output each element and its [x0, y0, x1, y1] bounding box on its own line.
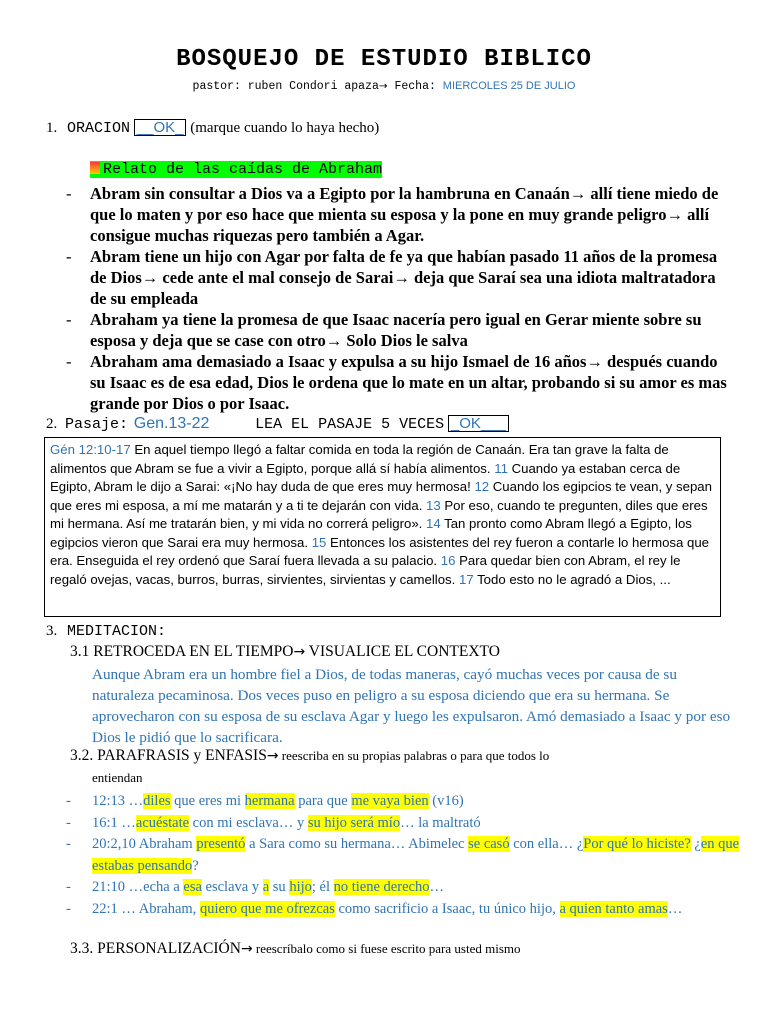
list-item: - Abram sin consultar a Dios va a Egipto por la hambruna en Canaán→ allí tiene miedo de que lo maten y por eso hace que mienta su esposa y la pone en muy grande peligro→ allí consigue muchas riquezas pero también a Agar. — [66, 184, 719, 245]
verse-text: Todo esto no le agradó a Dios, ... — [473, 571, 671, 587]
parafrasis-items — [66, 791, 746, 920]
pasaje-instruction: LEA EL PASAJE 5 VECES — [255, 416, 445, 433]
fire-icon — [90, 162, 100, 174]
verse-number: 12 — [474, 479, 490, 494]
list-item: - 21:10 …echa a esa esclava y a su hijo; él no tiene derecho… — [66, 879, 444, 895]
relato-title-highlight — [90, 161, 382, 178]
personalizacion-heading-text: 3.3. PERSONALIZACIÓN — [70, 940, 241, 957]
list-item: - 20:2,10 Abraham presentó a Sara como su hermana… Abimelec se casó con ella… ¿Por qué lo hiciste? ¿en que estabas pensando? — [66, 836, 740, 874]
retroceda-heading-a: 3.1 RETROCEDA EN EL TIEMPO — [70, 643, 294, 660]
verse-text: En aquel tiempo llegó a faltar comida en toda la región de Canaán. Era tan grave la falta de alimentos que Abram se fue a vivir a Egipto, porque allá sí había alimentos. — [50, 442, 669, 476]
list-item: - 22:1 … Abraham, quiero que me ofrezcas como sacrificio a Isaac, tu único hijo, a quien tanto amas… — [66, 900, 683, 917]
par-item-content: 16:1 …acuéstate con mi esclava… y su hijo será mío… la maltrató — [92, 814, 481, 831]
personalizacion-note: reescríbalo como si fuese escrito para usted mismo — [252, 941, 521, 956]
verse — [459, 572, 671, 587]
verse-number: Gén 12:10-17 — [50, 442, 131, 457]
oracion-label: ORACION — [67, 120, 131, 137]
par-item-content: 12:13 …diles que eres mi hermana para que me vaya bien (v16) — [92, 793, 464, 809]
list-item: - Abraham ya tiene la promesa de que Isaac nacería pero igual en Gerar miente sobre su esposa y deja que se case con otro→ Solo Dios le salva — [66, 310, 702, 350]
parafrasis-note: reescriba en su propias palabras o para que todos lo — [278, 748, 550, 763]
par-item-content: 21:10 …echa a esa esclava y a su hijo; él no tiene derecho… — [92, 879, 444, 895]
parafrasis-note-continued: entiendan — [92, 770, 143, 785]
verse-text: Entonces los asistentes del rey fueron a contarle lo hermosa que era. Enseguida el rey ordenó que Saraí fuera llevada a su palacio. — [50, 534, 710, 568]
retroceda-heading-b: VISUALICE EL CONTEXTO — [305, 643, 500, 660]
bullet-text: Abraham ya tiene la promesa de que Isaac nacería pero igual en Gerar miente sobre su esposa y deja que se case con otro→ Solo Dios le salva — [90, 310, 702, 350]
section-number: 1. — [46, 120, 58, 136]
pasaje-line — [46, 415, 509, 433]
parafrasis-heading — [70, 747, 549, 765]
arrow-icon: → — [378, 80, 388, 92]
list-item: - Abraham ama demasiado a Isaac y expulsa a su hijo Ismael de 16 años→ después cuando su Isaac es de esa edad, Dios le ordena que lo mate en un altar, probando si su amor es mas grande por Dios o por Isaac. — [66, 352, 727, 413]
verse-text: Por eso, cuando te pregunten, diles que eres mi hermana. Así me tratarán bien, y mi vida no correrá peligro». — [50, 497, 708, 531]
oracion-note: (marque cuando lo haya hecho) — [190, 120, 380, 136]
verse-number: 17 — [458, 571, 474, 587]
verse-number: 15 — [311, 534, 327, 550]
list-item: - 12:13 …diles que eres mi hermana para que me vaya bien (v16) — [66, 793, 464, 809]
date-value: MIERCOLES 25 DE JULIO — [442, 80, 576, 92]
fecha-label: Fecha: — [387, 80, 443, 93]
verse-number: 14 — [426, 516, 441, 531]
subtitle — [0, 80, 768, 93]
pasaje-reference: Gen.13-22 — [133, 415, 210, 432]
relato-bullets — [66, 183, 736, 414]
bullet-text: Abram tiene un hijo con Agar por falta de fe ya que habían pasado 11 años de la promesa de Dios→ cede ante el mal consejo de Sarai→ deja que Saraí sea una idiota maltratadora de su empleada — [90, 247, 718, 308]
bullet-text: Abraham ama demasiado a Isaac y expulsa a su hijo Ismael de 16 años→ después cuando su Isaac es de esa edad, Dios le ordena que lo mate en un altar, probando si su amor es mas grande por Dios o por Isaac. — [90, 352, 727, 413]
personalizacion-heading — [70, 940, 520, 958]
verse-text: Cuando ya estaban cerca de Egipto, Abram le dijo a Sarai: «¡No hay duda de que eres muy hermosa! — [50, 460, 681, 494]
verse-text: Cuando los egipcios te vean, y sepan que eres mi esposa, a mí me matarán y a ti te dejarán con vida. — [50, 479, 712, 513]
pasaje-label: Pasaje: — [65, 416, 129, 433]
parafrasis-heading-text: 3.2. PARAFRASIS y ENFASIS — [70, 747, 267, 764]
list-item: - 16:1 …acuéstate con mi esclava… y su hijo será mío… la maltrató — [66, 814, 481, 831]
meditacion-label: MEDITACION: — [67, 623, 167, 640]
pasaje-ok-checkbox[interactable]: _OK___ — [448, 415, 509, 432]
oracion-line — [46, 119, 379, 137]
verse-number: 13 — [426, 497, 441, 513]
arrow-icon: → — [240, 941, 253, 957]
par-item-content: 22:1 … Abraham, quiero que me ofrezcas como sacrificio a Isaac, tu único hijo, a quien tanto amas… — [92, 900, 683, 917]
arrow-icon: → — [266, 748, 279, 764]
pastor-name: pastor: ruben Condori apaza — [192, 80, 379, 93]
verse-text: Para quedar bien con Abram, el rey le regaló ovejas, vacas, burros, burras, sirvientes, sirvientas y camellos. — [50, 553, 681, 587]
section-number: 3. — [46, 623, 58, 639]
page-title: BOSQUEJO DE ESTUDIO BIBLICO — [176, 46, 592, 73]
section-number: 2. — [46, 416, 58, 432]
relato-heading — [90, 161, 382, 178]
verse-number: 16 — [440, 553, 456, 568]
list-item: - Abram tiene un hijo con Agar por falta de fe ya que habían pasado 11 años de la promesa de Dios→ cede ante el mal consejo de Sarai→ deja que Saraí sea una idiota maltratadora de su empleada — [66, 247, 718, 308]
passage-text-box — [44, 437, 721, 617]
context-text: Aunque Abram era un hombre fiel a Dios, de todas maneras, cayó muchas veces por causa de su naturaleza pecaminosa. Dos veces puso en peligro a su esposa diciendo que era su hermana. Se aprovecharon con su esposa de su esclava Agar y luego les expulsaron. Amó demasiado a Isaac y por eso Dios le pidió que lo sacrificara. — [92, 666, 731, 746]
arrow-icon: → — [293, 644, 306, 660]
bullet-text: Abram sin consultar a Dios va a Egipto por la hambruna en Canaán→ allí tiene miedo de que lo maten y por eso hace que mienta su esposa y la pone en muy grande peligro→ allí consigue muchas riquezas pero también a Agar. — [90, 184, 719, 245]
verse-number: 11 — [494, 460, 508, 476]
verse-text: Tan pronto como Abram llegó a Egipto, los egipcios vieron que Sarai era muy hermosa. — [50, 516, 692, 550]
meditacion-line — [46, 623, 166, 640]
oracion-ok-checkbox[interactable]: __OK_ — [134, 119, 187, 136]
relato-title: Relato de las caídas de Abraham — [103, 161, 383, 178]
retroceda-heading — [70, 643, 500, 661]
par-item-content: 20:2,10 Abraham presentó a Sara como su hermana… Abimelec se casó con ella… ¿Por qué lo hiciste? ¿en que estabas pensando? — [92, 836, 740, 874]
